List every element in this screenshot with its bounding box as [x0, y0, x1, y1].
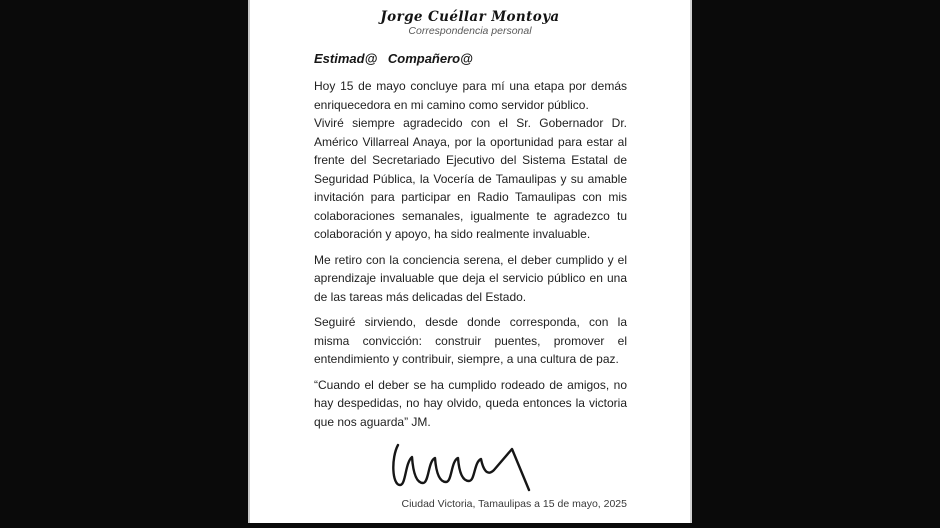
body-paragraph: Viviré siempre agradecido con el Sr. Gobernador Dr. Américo Villarreal Anaya, por la oportunidad para estar al frente del Secretariado Ejecutivo del Sistema Estatal de Seguridad Pública, la Vocería de Tamaulipas y su amable invitación para participar en Radio Tamaulipas con mis colaboraciones semanales, igualmente te agradezco tu colaboración y apoyo, ha sido realmente invaluable.: [314, 116, 627, 241]
letterhead-author-name: Jorge Cuéllar Montoya: [380, 9, 560, 25]
body-paragraph: Hoy 15 de mayo concluye para mí una etapa por demás enriquecedora en mi camino como servidor público.: [314, 79, 627, 112]
signature-scribble-icon: [390, 438, 552, 492]
dateline: Ciudad Victoria, Tamaulipas a 15 de mayo, 2025: [401, 498, 627, 510]
body-paragraph: Seguiré sirviendo, desde donde corresponda, con la misma convicción: construir puentes, promover el entendimiento y contribuir, siempre, a una cultura de paz.: [314, 315, 627, 366]
letterhead: [250, 0, 690, 38]
letter-page: [248, 0, 692, 523]
salutation: Estimad@ Compañero@: [314, 51, 473, 66]
body-paragraph: Me retiro con la conciencia serena, el deber cumplido y el aprendizaje invaluable que deja el servicio público en una de las tareas más delicadas del Estado.: [314, 252, 627, 304]
letter-body: [314, 51, 627, 492]
body-paragraph-quote: “Cuando el deber se ha cumplido rodeado de amigos, no hay despedidas, no hay olvido, queda entonces la victoria que nos aguarda” JM.: [314, 377, 627, 429]
letterhead-subtitle: Correspondencia personal: [408, 25, 532, 37]
